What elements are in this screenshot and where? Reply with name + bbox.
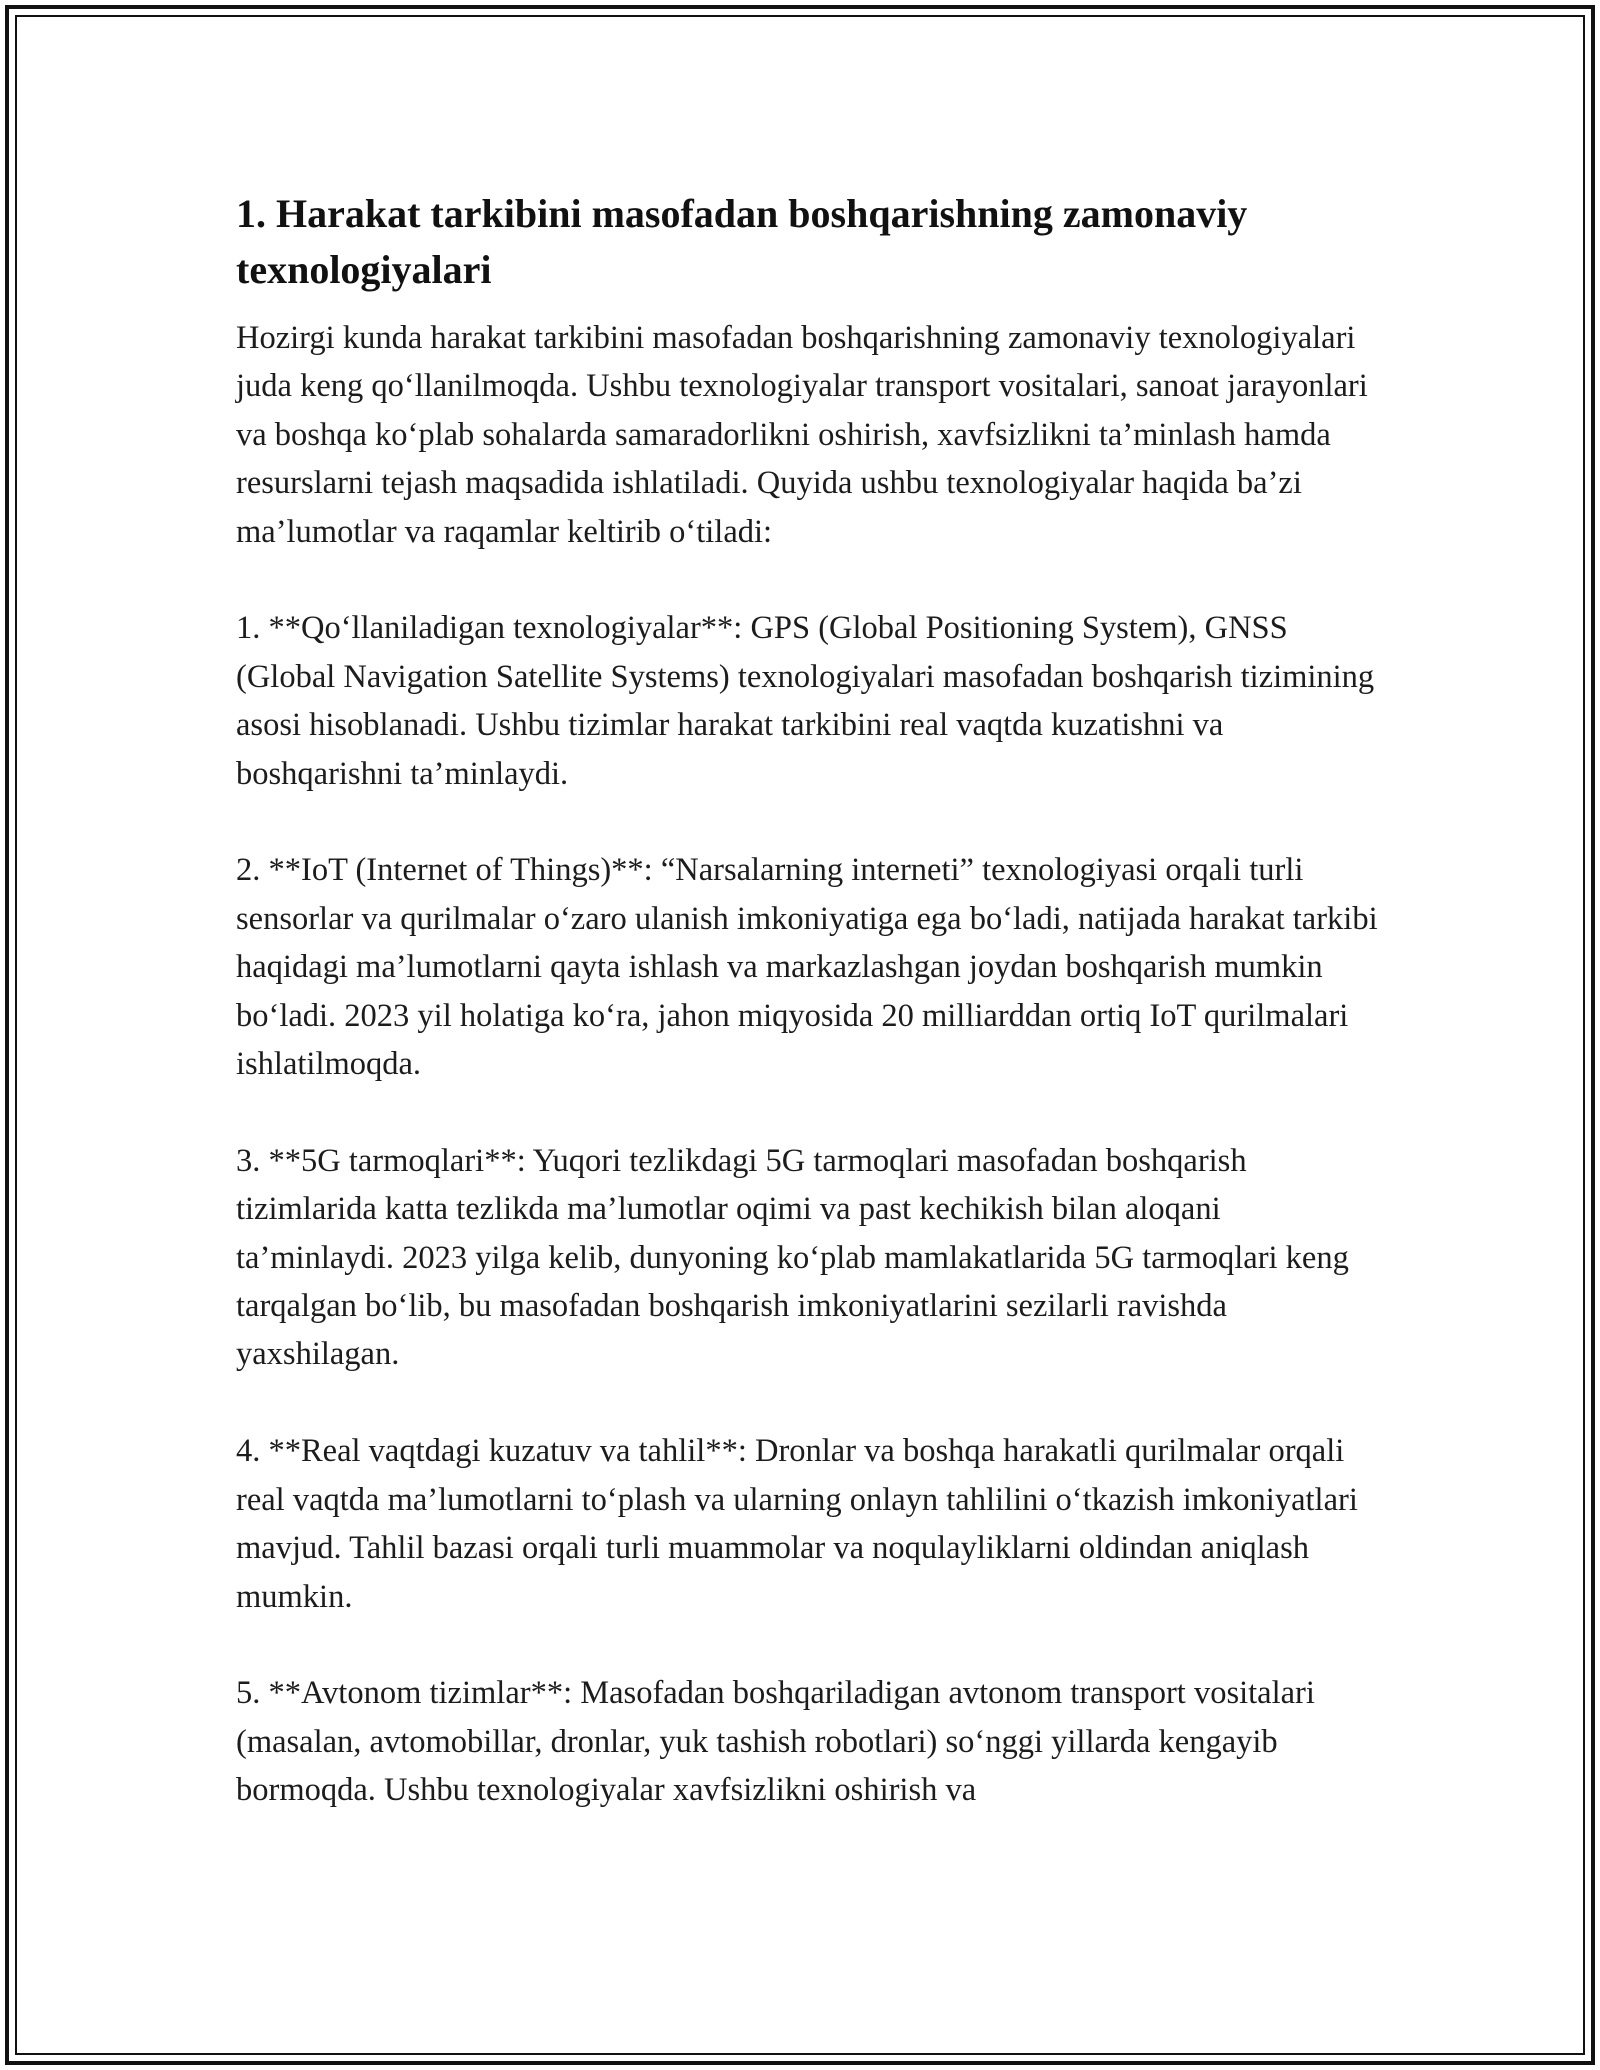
list-item-realtime-monitoring: 4. **Real vaqtdagi kuzatuv va tahlil**: Dronlar va boshqa harakatli qurilmalar orqali real vaqtda ma’lumotlarni to‘plash va ularning onlayn tahlilini o‘tkazish imkoniyatlari mavjud. Tahlil bazasi orqali turli muammolar va noqulayliklarni oldindan aniqlash mumkin. <box>236 1433 1358 1615</box>
section-heading: 1. Harakat tarkibini masofadan boshqarishning zamonaviy texnologiyalari <box>236 191 1248 292</box>
intro-paragraph: Hozirgi kunda harakat tarkibini masofadan boshqarishning zamonaviy texnologiyalari juda keng qo‘llanilmoqda. Ushbu texnologiyalar transport vositalari, sanoat jarayonlari va boshqa ko‘plab sohalarda samaradorlikni oshirish, xavfsizlikni ta’minlash hamda resurslarni tejash maqsadida ishlatiladi. Quyida ushbu texnologiyalar haqida ba’zi ma’lumotlar va raqamlar keltirib o‘tiladi: <box>236 320 1368 550</box>
list-item-5g: 3. **5G tarmoqlari**: Yuqori tezlikdagi 5G tarmoqlari masofadan boshqarish tizimlarida katta tezlikda ma’lumotlar oqimi va past kechikish bilan aloqani ta’minlaydi. 2023 yilga kelib, dunyoning ko‘plab mamlakatlarida 5G tarmoqlari keng tarqalgan bo‘lib, bu masofadan boshqarish imkoniyatlarini sezilarli ravishda yaxshilagan. <box>236 1142 1349 1373</box>
list-item-iot: 2. **IoT (Internet of Things)**: “Narsalarning interneti” texnologiyasi orqali turli sensorlar va qurilmalar o‘zaro ulanish imkoniyatiga ega bo‘ladi, natijada harakat tarkibi haqidagi ma’lumotlarni qayta ishlash va markazlashgan joydan boshqarish mumkin bo‘ladi. 2023 yil holatiga ko‘ra, jahon miqyosida 20 milliarddan ortiq IoT qurilmalari ishlatilmoqda. <box>236 852 1378 1083</box>
list-item-autonomous-systems: 5. **Avtonom tizimlar**: Masofadan boshqariladigan avtonom transport vositalari (masalan, avtomobillar, dronlar, yuk tashish robotlari) so‘nggi yillarda kengayib bormoqda. Ushbu texnologiyalar xavfsizlikni oshirish va <box>236 1675 1315 1809</box>
document-body <box>236 186 1386 1863</box>
list-item-technologies: 1. **Qo‘llaniladigan texnologiyalar**: GPS (Global Positioning System), GNSS (Global Navigation Satellite Systems) texnologiyalari masofadan boshqarish tizimining asosi hisoblanadi. Ushbu tizimlar harakat tarkibini real vaqtda kuzatishni va boshqarishni ta’minlaydi. <box>236 610 1375 792</box>
